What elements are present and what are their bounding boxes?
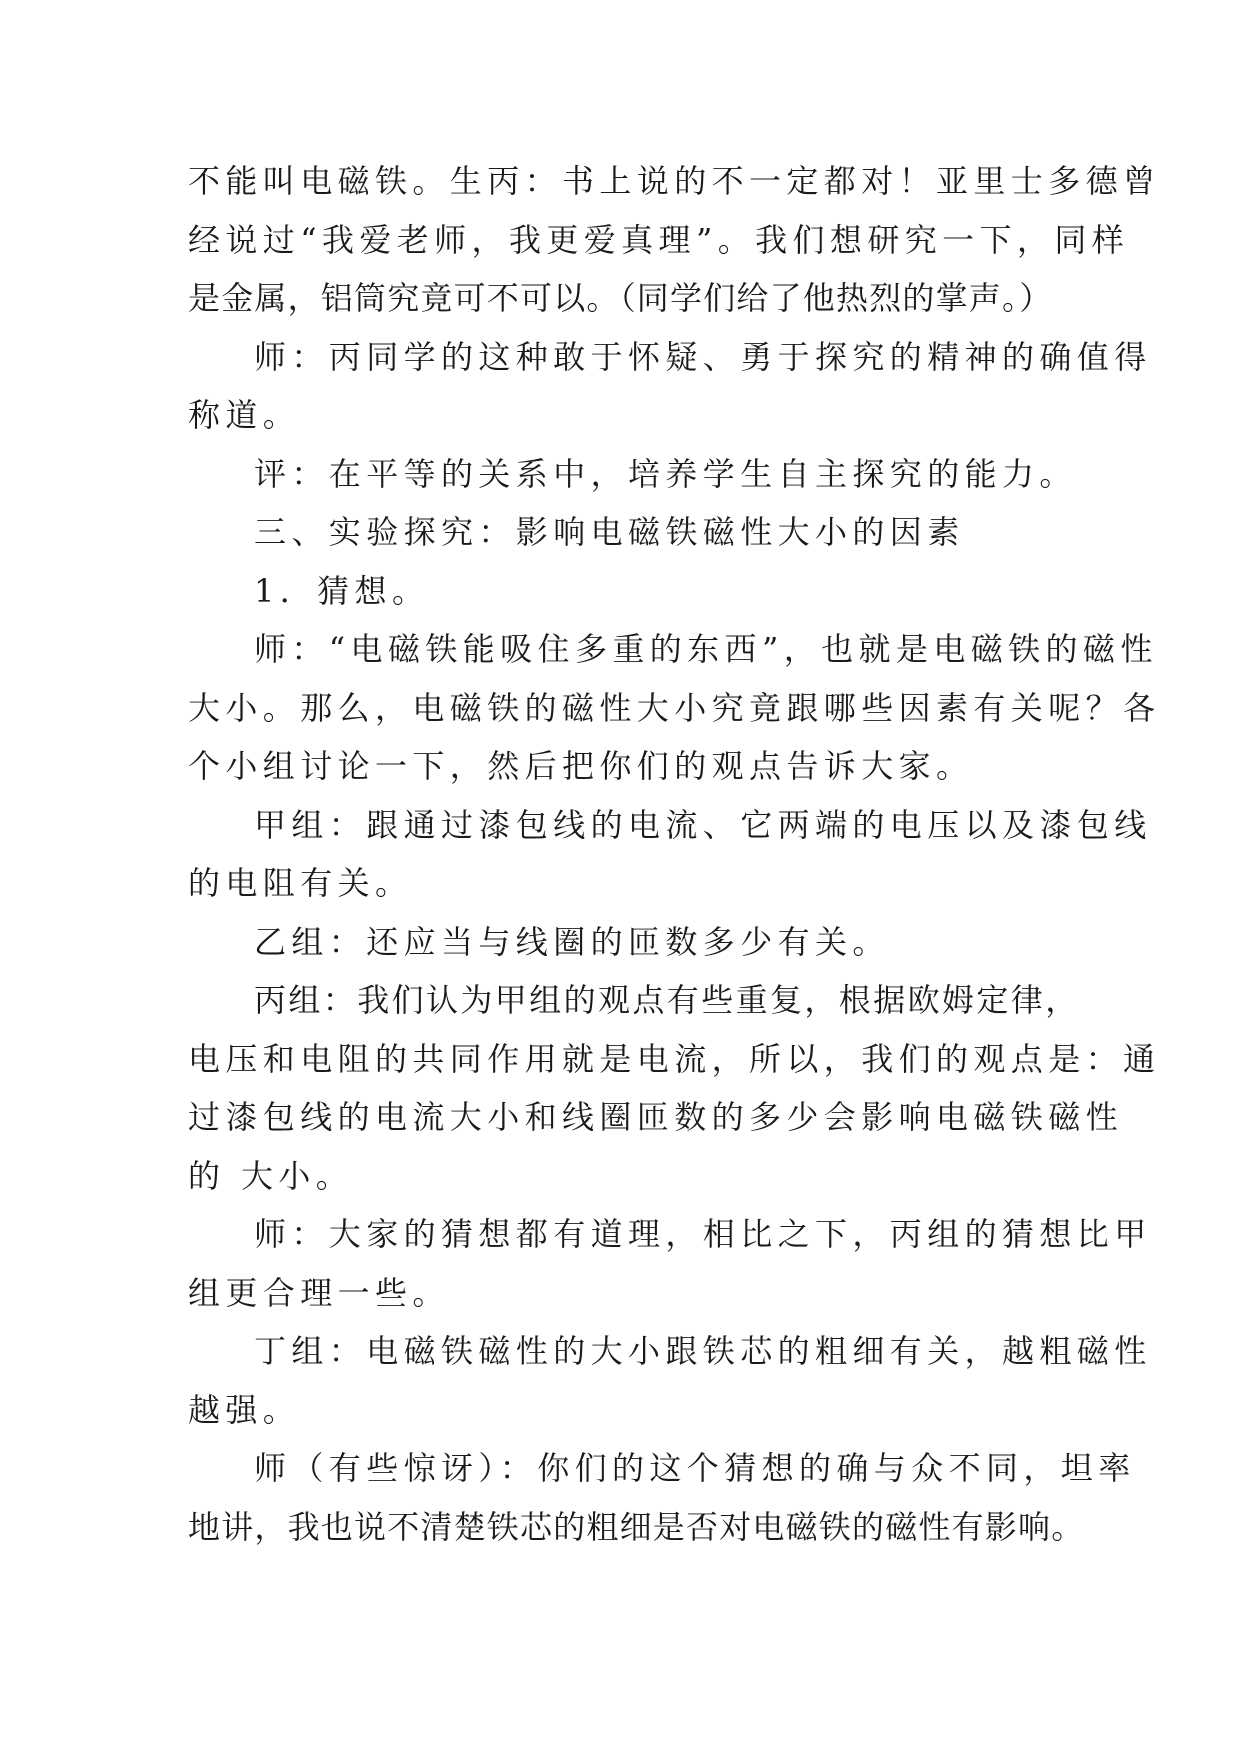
text-line: 评：在平等的关系中，培养学生自主探究的能力。 [254,454,1077,493]
text-line: 师：丙同学的这种敢于怀疑、勇于探究的精神的确值得 [254,337,1152,376]
text-line: 个小组讨论一下，然后把你们的观点告诉大家。 [188,747,974,785]
text-line: 地讲，我也说不清楚铁芯的粗细是否对电磁铁的磁性有影响。 [188,1507,1085,1546]
text-line: 师：“电磁铁能吸住多重的东西”，也就是电磁铁的磁性 [254,630,1158,668]
text-line: 的 大小。 [188,1156,354,1195]
text-line: 甲组：跟通过漆包线的电流、它两端的电压以及漆包线 [254,805,1152,844]
text-line: 的电阻有关。 [188,864,413,902]
text-line: 电压和电阻的共同作用就是电流，所以，我们的观点是：通 [188,1039,1161,1078]
text-line: 不能叫电磁铁。生丙：书上说的不一定都对！亚里士多德曾 [188,162,1161,200]
text-line: 师（有些惊讶）：你们的这个猜想的确与众不同，坦率 [254,1449,1136,1487]
text-line: 乙组：还应当与线圈的匝数多少有关。 [254,922,890,961]
text-line: 是金属，铝筒究竟可不可以。（同学们给了他热烈的掌声。） [188,279,1053,317]
text-line: 组更合理一些。 [188,1273,450,1312]
text-line: 经说过“我爱老师，我更爱真理”。我们想研究一下，同样 [188,220,1130,259]
subsection-heading: 1．猜想。 [254,571,430,610]
text-line: 丁组：电磁铁磁性的大小跟铁芯的粗细有关，越粗磁性 [254,1332,1152,1370]
text-line: 丙组：我们认为甲组的观点有些重复，根据欧姆定律， [254,981,1080,1019]
text-line: 师：大家的猜想都有道理，相比之下，丙组的猜想比甲 [254,1215,1152,1253]
text-line: 越强。 [188,1390,301,1429]
text-line: 称道。 [188,396,301,434]
text-line: 大小。那么，电磁铁的磁性大小究竟跟哪些因素有关呢？各 [188,688,1161,727]
section-heading: 三、实验探究：影响电磁铁磁性大小的因素 [254,513,965,551]
text-line: 过漆包线的电流大小和线圈匝数的多少会影响电磁铁磁性 [188,1098,1124,1136]
document-body [188,152,1161,1556]
